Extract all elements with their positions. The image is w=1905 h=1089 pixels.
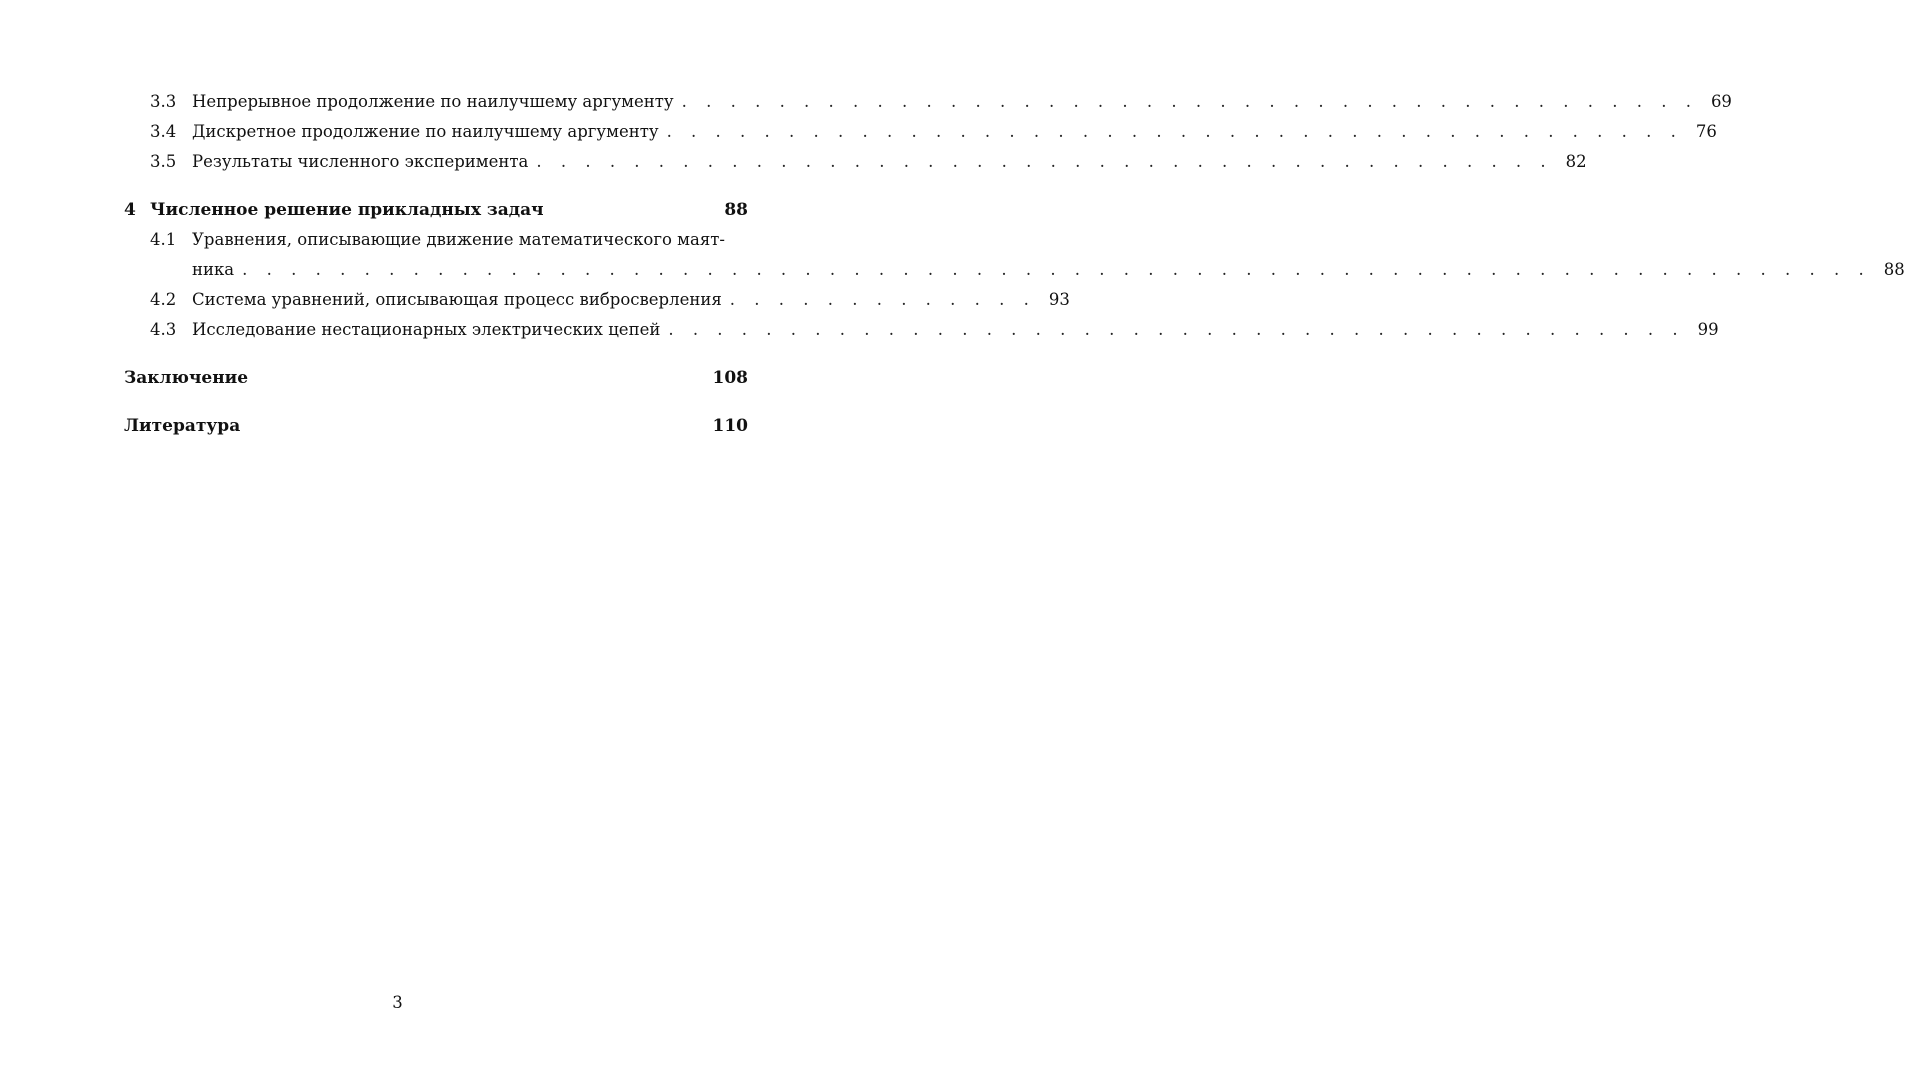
page-number: 76 — [1695, 122, 1717, 141]
page-number: 88 — [1883, 260, 1905, 279]
page-number: 110 — [712, 416, 748, 436]
page-folio: 3 — [392, 993, 403, 1012]
leader-dots: . . . . . . . . . . . . . . . . . . . . . . . . . . . . . . . . . . . . . . . . . . — [666, 122, 1683, 141]
section-number: 4.2 — [150, 290, 177, 309]
leader-dots: . . . . . . . . . . . . . . . . . . . . . . . . . . . . . . . . . . . . . . . . . . . . . . . . . . . . . . . . . . . . . . . . . . . — [242, 260, 1871, 279]
page-number: 93 — [1048, 290, 1070, 309]
section-title: Исследование нестационарных электрических цепей — [192, 320, 661, 339]
toc-entry-4-1[interactable] — [124, 230, 748, 250]
chapter-title: Литература — [124, 416, 241, 436]
section-title: Непрерывное продолжение по наилучшему аргументу — [192, 92, 674, 111]
section-title-continued: ника — [192, 260, 235, 279]
toc-entry-4-2[interactable] — [124, 290, 1070, 310]
page-number: 108 — [712, 368, 748, 388]
page-number: 99 — [1697, 320, 1719, 339]
toc-entry-4-1-continued[interactable] — [124, 260, 1905, 280]
toc-entry-4-3[interactable] — [124, 320, 1719, 340]
section-number: 4.1 — [150, 230, 177, 249]
leader-dots: . . . . . . . . . . . . . . . . . . . . . . . . . . . . . . . . . . . . . . . . . . — [668, 320, 1685, 339]
chapter-title: Численное решение прикладных задач — [150, 200, 544, 220]
toc-chapter-4[interactable] — [124, 200, 748, 220]
section-title: Уравнения, описывающие движение математического маят- — [192, 230, 725, 249]
toc-entry-3-4[interactable] — [124, 122, 1717, 142]
section-title: Дискретное продолжение по наилучшему аргументу — [192, 122, 659, 141]
toc-conclusion[interactable] — [124, 368, 748, 388]
leader-dots: . . . . . . . . . . . . . . . . . . . . . . . . . . . . . . . . . . . . . . . . . . — [536, 152, 1553, 171]
leader-dots: . . . . . . . . . . . . . . . . . . . . . . . . . . . . . . . . . . . . . . . . . . — [681, 92, 1698, 111]
page-number: 88 — [724, 200, 748, 220]
section-title: Система уравнений, описывающая процесс вибросверления — [192, 290, 722, 309]
section-number: 3.3 — [150, 92, 177, 111]
section-number: 4.3 — [150, 320, 177, 339]
leader-dots: . . . . . . . . . . . . . — [729, 290, 1036, 309]
section-number: 3.5 — [150, 152, 177, 171]
section-number: 3.4 — [150, 122, 177, 141]
page-number: 69 — [1710, 92, 1732, 111]
chapter-title: Заключение — [124, 368, 249, 388]
toc-entry-3-5[interactable] — [124, 152, 1587, 172]
page-number: 82 — [1565, 152, 1587, 171]
toc-entry-3-3[interactable] — [124, 92, 1732, 112]
chapter-number: 4 — [124, 200, 136, 220]
section-title: Результаты численного эксперимента — [192, 152, 529, 171]
toc-references[interactable] — [124, 416, 748, 436]
